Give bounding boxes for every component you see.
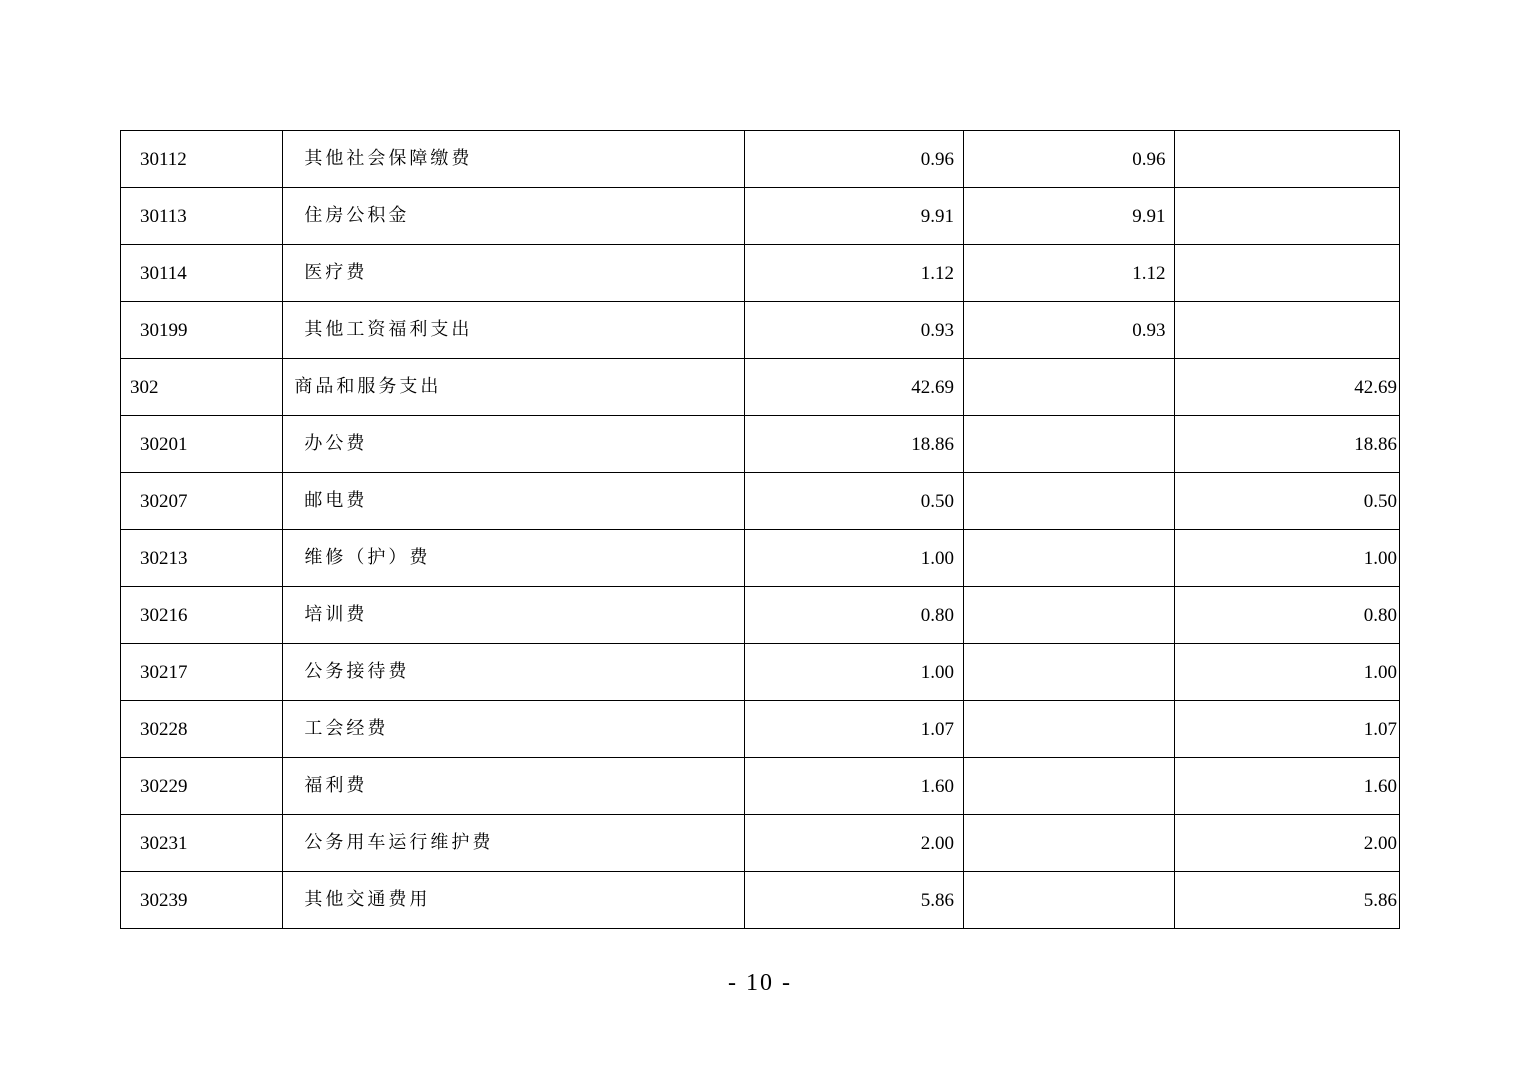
table-row: [121, 815, 1400, 872]
total-amount-cell: 1.60: [745, 758, 964, 815]
account-code-cell: 30228: [121, 701, 283, 758]
total-amount-cell: 1.00: [745, 644, 964, 701]
table-row: [121, 416, 1400, 473]
account-name-cell: 办公费: [283, 416, 745, 473]
account-code-cell: 30231: [121, 815, 283, 872]
table-row: [121, 872, 1400, 929]
basic-expenditure-cell: 1.12: [963, 245, 1174, 302]
total-amount-cell: 1.00: [745, 530, 964, 587]
account-code-cell: 30114: [121, 245, 283, 302]
account-code-cell: 30201: [121, 416, 283, 473]
account-name-cell: 邮电费: [283, 473, 745, 530]
table-row: [121, 131, 1400, 188]
account-name-cell: 福利费: [283, 758, 745, 815]
total-amount-cell: 2.00: [745, 815, 964, 872]
account-name-cell: 医疗费: [283, 245, 745, 302]
total-amount-cell: 1.07: [745, 701, 964, 758]
account-name-cell: 工会经费: [283, 701, 745, 758]
total-amount-cell: 0.50: [745, 473, 964, 530]
account-code-cell: 30207: [121, 473, 283, 530]
basic-expenditure-cell: [963, 758, 1174, 815]
project-expenditure-cell: 1.60: [1175, 758, 1400, 815]
account-code-cell: 30217: [121, 644, 283, 701]
table-row: [121, 188, 1400, 245]
table-row: [121, 359, 1400, 416]
basic-expenditure-cell: [963, 359, 1174, 416]
total-amount-cell: 5.86: [745, 872, 964, 929]
account-name-cell: 维修（护）费: [283, 530, 745, 587]
account-code-cell: 302: [121, 359, 283, 416]
table-row: [121, 587, 1400, 644]
basic-expenditure-cell: 0.93: [963, 302, 1174, 359]
account-code-cell: 30113: [121, 188, 283, 245]
project-expenditure-cell: 0.50: [1175, 473, 1400, 530]
total-amount-cell: 18.86: [745, 416, 964, 473]
account-name-cell: 公务接待费: [283, 644, 745, 701]
account-code-cell: 30112: [121, 131, 283, 188]
basic-expenditure-cell: [963, 530, 1174, 587]
account-name-cell: 其他社会保障缴费: [283, 131, 745, 188]
account-name-cell: 商品和服务支出: [283, 359, 745, 416]
basic-expenditure-cell: [963, 587, 1174, 644]
total-amount-cell: 0.93: [745, 302, 964, 359]
account-code-cell: 30216: [121, 587, 283, 644]
project-expenditure-cell: 18.86: [1175, 416, 1400, 473]
account-name-cell: 公务用车运行维护费: [283, 815, 745, 872]
basic-expenditure-cell: [963, 473, 1174, 530]
total-amount-cell: 42.69: [745, 359, 964, 416]
basic-expenditure-cell: [963, 644, 1174, 701]
project-expenditure-cell: [1175, 188, 1400, 245]
basic-expenditure-cell: [963, 416, 1174, 473]
page-number: - 10 -: [728, 970, 792, 996]
total-amount-cell: 0.80: [745, 587, 964, 644]
project-expenditure-cell: 42.69: [1175, 359, 1400, 416]
table-row: [121, 302, 1400, 359]
total-amount-cell: 1.12: [745, 245, 964, 302]
table-row: [121, 530, 1400, 587]
table-row: [121, 644, 1400, 701]
basic-expenditure-cell: 0.96: [963, 131, 1174, 188]
project-expenditure-cell: [1175, 302, 1400, 359]
project-expenditure-cell: 1.07: [1175, 701, 1400, 758]
basic-expenditure-cell: 9.91: [963, 188, 1174, 245]
project-expenditure-cell: [1175, 131, 1400, 188]
table-row: [121, 245, 1400, 302]
account-name-cell: 培训费: [283, 587, 745, 644]
project-expenditure-cell: 1.00: [1175, 530, 1400, 587]
project-expenditure-cell: [1175, 245, 1400, 302]
total-amount-cell: 0.96: [745, 131, 964, 188]
table-row: [121, 758, 1400, 815]
basic-expenditure-cell: [963, 701, 1174, 758]
project-expenditure-cell: 1.00: [1175, 644, 1400, 701]
table-row: [121, 473, 1400, 530]
project-expenditure-cell: 5.86: [1175, 872, 1400, 929]
table-body: [121, 131, 1400, 929]
account-name-cell: 其他交通费用: [283, 872, 745, 929]
account-code-cell: 30239: [121, 872, 283, 929]
account-name-cell: 住房公积金: [283, 188, 745, 245]
project-expenditure-cell: 2.00: [1175, 815, 1400, 872]
project-expenditure-cell: 0.80: [1175, 587, 1400, 644]
account-name-cell: 其他工资福利支出: [283, 302, 745, 359]
account-code-cell: 30229: [121, 758, 283, 815]
basic-expenditure-cell: [963, 872, 1174, 929]
account-code-cell: 30199: [121, 302, 283, 359]
basic-expenditure-cell: [963, 815, 1174, 872]
table-row: [121, 701, 1400, 758]
expenditure-table: [120, 130, 1400, 929]
total-amount-cell: 9.91: [745, 188, 964, 245]
account-code-cell: 30213: [121, 530, 283, 587]
